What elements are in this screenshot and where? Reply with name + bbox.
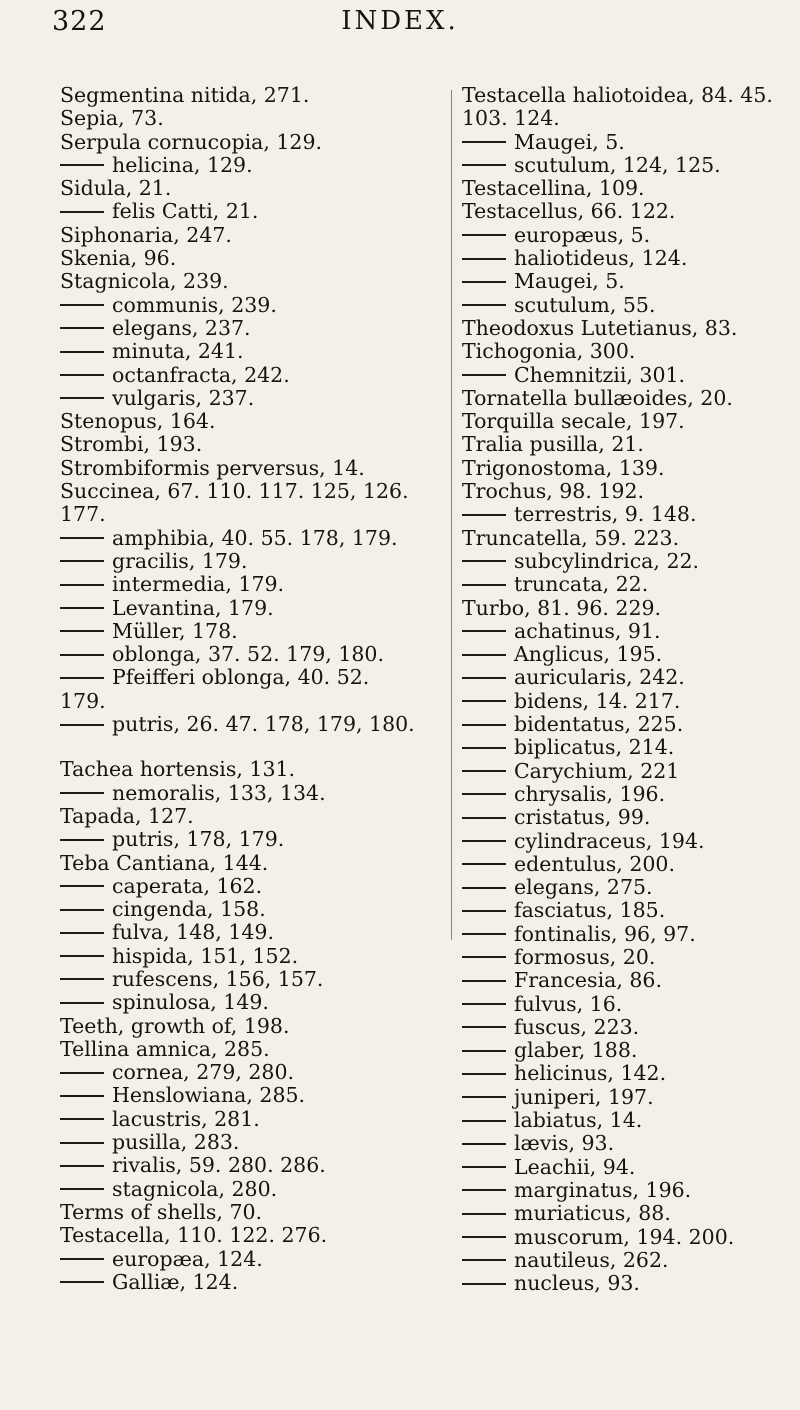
index-entry [462, 177, 798, 200]
index-entry-text: rivalis, 59. 280. 286. [112, 1153, 326, 1178]
index-entry-text: Terms of shells, 70. [60, 1199, 263, 1224]
ditto-dash [60, 211, 104, 213]
ditto-dash [462, 1073, 506, 1075]
index-subentry [462, 1179, 798, 1202]
ditto-dash [462, 933, 506, 935]
index-entry-text: Turbo, 81. 96. 229. [462, 595, 662, 620]
index-entry-text: Müller, 178. [112, 618, 238, 643]
ditto-dash [60, 978, 104, 980]
index-entry-text: pusilla, 283. [112, 1130, 240, 1155]
index-entry [60, 270, 430, 293]
index-entry [60, 177, 430, 200]
ditto-dash [60, 724, 104, 726]
index-entry-text: communis, 239. [112, 292, 277, 317]
index-subentry [462, 270, 798, 293]
index-subentry [60, 154, 430, 177]
index-entry-text: Anglicus, 195. [514, 642, 663, 667]
ditto-dash [60, 1142, 104, 1144]
ditto-dash [462, 1189, 506, 1191]
index-entry-text: Maugei, 5. [514, 269, 625, 294]
ditto-dash [462, 1026, 506, 1028]
column-divider [451, 90, 452, 940]
index-entry-text: helicinus, 142. [514, 1061, 667, 1086]
ditto-dash [60, 955, 104, 957]
index-entry-text: Sidula, 21. [60, 176, 172, 201]
index-entry-text: Siphonaria, 247. [60, 222, 232, 247]
index-entry-text: terrestris, 9. 148. [514, 502, 697, 527]
ditto-dash [60, 1118, 104, 1120]
index-subentry [462, 713, 798, 736]
index-entry [60, 247, 430, 270]
ditto-dash [60, 932, 104, 934]
index-subentry [60, 1108, 430, 1131]
index-entry-text: Testacella haliotoidea, 84. 45. [462, 83, 773, 107]
index-entry-text: Chemnitzii, 301. [514, 362, 686, 387]
index-entry-text: bidentatus, 225. [514, 712, 684, 737]
ditto-dash [462, 258, 506, 260]
index-entry-text: Teba Cantiana, 144. [60, 850, 269, 875]
ditto-dash [60, 560, 104, 562]
index-entry-text: amphibia, 40. 55. 178, 179. [112, 525, 398, 550]
index-subentry [462, 573, 798, 596]
index-entry-text: scutulum, 55. [514, 292, 656, 317]
index-entry-text: lacustris, 281. [112, 1106, 260, 1131]
index-subentry [60, 991, 430, 1014]
index-entry-text: truncata, 22. [514, 572, 649, 597]
index-entry [462, 387, 798, 410]
index-entry-text: fontinalis, 96, 97. [514, 921, 696, 946]
index-subentry [60, 1248, 430, 1271]
index-subentry [462, 783, 798, 806]
ditto-dash [462, 817, 506, 819]
ditto-dash [60, 351, 104, 353]
index-entry [60, 852, 430, 875]
index-entry-text: Skenia, 96. [60, 246, 177, 271]
ditto-dash [60, 1072, 104, 1074]
index-subentry [462, 969, 798, 992]
index-subentry [462, 247, 798, 270]
index-entry-text: Francesia, 86. [514, 968, 662, 993]
index-subentry [60, 317, 430, 340]
index-entry-text: Strombiformis perversus, 14. [60, 455, 365, 480]
ditto-dash [462, 630, 506, 632]
index-entry [60, 131, 430, 154]
ditto-dash [462, 887, 506, 889]
index-subentry [60, 643, 430, 666]
index-entry-text: Pfeifferi oblonga, 40. 52. [112, 665, 370, 690]
ditto-dash [60, 607, 104, 609]
index-entry-text: fasciatus, 185. [514, 898, 666, 923]
index-entry-text: putris, 178, 179. [112, 827, 285, 852]
index-entry-text: putris, 26. 47. 178, 179, 180. [112, 712, 415, 737]
ditto-dash [462, 910, 506, 912]
index-entry-text: nautileus, 262. [514, 1247, 669, 1272]
index-entry-text: Trochus, 98. 192. [462, 479, 645, 504]
index-subentry [60, 200, 430, 223]
index-entry [60, 84, 430, 107]
index-entry-text: muscorum, 194. 200. [514, 1224, 735, 1249]
index-subentry [462, 1249, 798, 1272]
index-subentry [462, 154, 798, 177]
ditto-dash [462, 560, 506, 562]
ditto-dash [462, 1143, 506, 1145]
index-entry-text: cristatus, 99. [514, 805, 651, 830]
index-entry-text: Theodoxus Lutetianus, 83. [462, 315, 738, 340]
index-entry [60, 410, 430, 433]
running-title: INDEX. [341, 6, 459, 36]
index-entry-text: Teeth, growth of, 198. [60, 1013, 290, 1038]
index-subentry [462, 1109, 798, 1132]
index-entry [60, 758, 430, 781]
index-entry [462, 480, 798, 503]
index-subentry [462, 923, 798, 946]
ditto-dash [462, 374, 506, 376]
index-entry-text: minuta, 241. [112, 339, 244, 364]
ditto-dash [462, 1259, 506, 1261]
ditto-dash [60, 1188, 104, 1190]
ditto-dash [462, 677, 506, 679]
index-entry-text: Truncatella, 59. 223. [462, 525, 680, 550]
index-entry [60, 224, 430, 247]
index-subentry [60, 1061, 430, 1084]
index-subentry [60, 573, 430, 596]
index-subentry [462, 946, 798, 969]
index-subentry [462, 643, 798, 666]
index-entry-text: Leachii, 94. [514, 1154, 636, 1179]
index-subentry [60, 1084, 430, 1107]
index-subentry [60, 364, 430, 387]
index-entry-text: gracilis, 179. [112, 548, 248, 573]
index-entry-text: 103. 124. [462, 106, 560, 131]
index-entry-text: fulva, 148, 149. [112, 920, 274, 945]
index-entry-text: scutulum, 124, 125. [514, 152, 721, 177]
index-subentry [462, 1062, 798, 1085]
index-subentry [462, 1272, 798, 1295]
index-subentry [60, 713, 430, 736]
index-entry-text: subcylindrica, 22. [514, 548, 700, 573]
ditto-dash [462, 793, 506, 795]
ditto-dash [462, 1120, 506, 1122]
index-entry-text: Tapada, 127. [60, 803, 194, 828]
ditto-dash [60, 164, 104, 166]
index-entry [60, 1015, 430, 1038]
index-subentry [462, 1226, 798, 1249]
index-entry-text: achatinus, 91. [514, 618, 661, 643]
index-entry-text: elegans, 237. [112, 315, 251, 340]
ditto-dash [60, 1095, 104, 1097]
index-entry-text: Stenopus, 164. [60, 409, 216, 434]
index-entry-text: Trigonostoma, 139. [462, 455, 665, 480]
ditto-dash [60, 584, 104, 586]
index-entry-text: cornea, 279, 280. [112, 1060, 295, 1085]
index-subentry [462, 1016, 798, 1039]
index-entry-text: Testacella, 110. 122. 276. [60, 1223, 328, 1248]
index-subentry [60, 550, 430, 573]
index-entry-text: spinulosa, 149. [112, 990, 269, 1015]
ditto-dash [60, 1165, 104, 1167]
index-entry-text: oblonga, 37. 52. 179, 180. [112, 642, 384, 667]
index-entry-text: Serpula cornucopia, 129. [60, 129, 323, 154]
index-entry [60, 1224, 430, 1247]
ditto-dash [60, 1258, 104, 1260]
index-subentry [462, 294, 798, 317]
index-entry-continuation [462, 107, 798, 130]
index-subentry [462, 666, 798, 689]
index-entry [60, 480, 430, 503]
ditto-dash [462, 514, 506, 516]
index-entry-continuation [60, 503, 430, 526]
index-subentry [462, 690, 798, 713]
index-subentry [462, 620, 798, 643]
ditto-dash [60, 1002, 104, 1004]
index-entry [60, 433, 430, 456]
index-subentry [60, 597, 430, 620]
index-entry-text: Tralia pusilla, 21. [462, 432, 644, 457]
ditto-dash [462, 724, 506, 726]
index-entry-text: stagnicola, 280. [112, 1176, 278, 1201]
index-subentry [60, 294, 430, 317]
index-entry-text: lævis, 93. [514, 1131, 615, 1156]
index-entry-text: vulgaris, 237. [112, 385, 255, 410]
ditto-dash [462, 956, 506, 958]
index-subentry [60, 387, 430, 410]
ditto-dash [462, 1096, 506, 1098]
index-subentry [60, 968, 430, 991]
index-subentry [60, 921, 430, 944]
index-entry-text: europæus, 5. [514, 222, 651, 247]
ditto-dash [462, 234, 506, 236]
index-subentry [462, 550, 798, 573]
index-subentry [60, 875, 430, 898]
index-subentry [462, 899, 798, 922]
ditto-dash [462, 747, 506, 749]
index-column-left [60, 84, 430, 1294]
index-entry-text: Tornatella bullæoides, 20. [462, 385, 733, 410]
ditto-dash [462, 304, 506, 306]
index-subentry [60, 1131, 430, 1154]
index-entry-text: elegans, 275. [514, 875, 653, 900]
index-entry-text: Tichogonia, 300. [462, 339, 636, 364]
index-entry-text: Levantina, 179. [112, 595, 274, 620]
index-entry-text: octanfracta, 242. [112, 362, 290, 387]
index-subentry [60, 782, 430, 805]
index-entry-text: Strombi, 193. [60, 432, 203, 457]
ditto-dash [60, 374, 104, 376]
index-entry-text: Maugei, 5. [514, 129, 625, 154]
index-subentry [60, 1178, 430, 1201]
index-entry [462, 527, 798, 550]
index-entry-text: biplicatus, 214. [514, 735, 675, 760]
ditto-dash [462, 840, 506, 842]
ditto-dash [60, 909, 104, 911]
index-entry-text: fuscus, 223. [514, 1014, 640, 1039]
index-subentry [462, 364, 798, 387]
ditto-dash [60, 327, 104, 329]
index-entry-text: auricularis, 242. [514, 665, 685, 690]
index-entry-text: marginatus, 196. [514, 1177, 692, 1202]
index-subentry [60, 620, 430, 643]
index-subentry [462, 1132, 798, 1155]
index-entry-text: cingenda, 158. [112, 897, 266, 922]
ditto-dash [462, 141, 506, 143]
index-entry-text: juniperi, 197. [514, 1084, 654, 1109]
index-entry [60, 805, 430, 828]
index-entry-text: 177. [60, 502, 106, 527]
ditto-dash [60, 677, 104, 679]
index-entry-text: glaber, 188. [514, 1038, 638, 1063]
ditto-dash [462, 863, 506, 865]
index-entry-text: chrysalis, 196. [514, 781, 666, 806]
index-entry-text: Henslowiana, 285. [112, 1083, 306, 1108]
index-entry-text: rufescens, 156, 157. [112, 966, 324, 991]
index-entry [462, 317, 798, 340]
index-entry [60, 457, 430, 480]
ditto-dash [462, 700, 506, 702]
index-entry-text: cylindraceus, 194. [514, 828, 705, 853]
section-gap [60, 736, 430, 758]
ditto-dash [60, 885, 104, 887]
index-entry-text: Stagnicola, 239. [60, 269, 229, 294]
ditto-dash [462, 1283, 506, 1285]
ditto-dash [462, 654, 506, 656]
ditto-dash [462, 1050, 506, 1052]
index-entry-text: nemoralis, 133, 134. [112, 780, 326, 805]
index-entry-text: 179. [60, 688, 106, 713]
index-entry-text: Torquilla secale, 197. [462, 409, 685, 434]
index-entry-text: fulvus, 16. [514, 991, 623, 1016]
index-subentry [60, 1271, 430, 1294]
index-subentry [60, 340, 430, 363]
index-subentry [462, 760, 798, 783]
index-entry [462, 340, 798, 363]
ditto-dash [60, 630, 104, 632]
index-entry-text: helicina, 129. [112, 152, 253, 177]
ditto-dash [462, 584, 506, 586]
index-entry-text: bidens, 14. 217. [514, 688, 681, 713]
ditto-dash [462, 980, 506, 982]
index-subentry [462, 1202, 798, 1225]
index-subentry [60, 1154, 430, 1177]
ditto-dash [60, 304, 104, 306]
ditto-dash [60, 397, 104, 399]
ditto-dash [462, 164, 506, 166]
index-entry-text: Testacellus, 66. 122. [462, 199, 676, 224]
index-entry-text: felis Catti, 21. [112, 199, 259, 224]
index-subentry [462, 1039, 798, 1062]
index-subentry [462, 1156, 798, 1179]
ditto-dash [462, 770, 506, 772]
ditto-dash [462, 1003, 506, 1005]
index-subentry [462, 131, 798, 154]
index-entry-text: Carychium, 221 [514, 758, 680, 783]
index-entry-text: Segmentina nitida, 271. [60, 83, 310, 107]
index-entry-continuation [60, 690, 430, 713]
ditto-dash [462, 1213, 506, 1215]
index-entry-text: formosus, 20. [514, 944, 656, 969]
index-subentry [60, 666, 430, 689]
page-number: 322 [52, 6, 107, 37]
index-subentry [462, 1086, 798, 1109]
index-entry [462, 433, 798, 456]
index-entry [462, 597, 798, 620]
index-subentry [462, 503, 798, 526]
index-entry-text: hispida, 151, 152. [112, 943, 299, 968]
ditto-dash [60, 537, 104, 539]
index-subentry [462, 853, 798, 876]
ditto-dash [462, 1166, 506, 1168]
index-subentry [462, 876, 798, 899]
index-entry-text: Tachea hortensis, 131. [60, 757, 296, 782]
index-subentry [60, 945, 430, 968]
index-entry-text: labiatus, 14. [514, 1108, 643, 1133]
index-entry [462, 457, 798, 480]
index-entry-text: europæa, 124. [112, 1246, 263, 1271]
ditto-dash [60, 1281, 104, 1283]
index-entry-text: Tellina amnica, 285. [60, 1036, 270, 1061]
index-entry-text: edentulus, 200. [514, 851, 675, 876]
index-subentry [60, 898, 430, 921]
index-entry [462, 84, 798, 107]
ditto-dash [60, 839, 104, 841]
index-subentry [462, 736, 798, 759]
index-entry [462, 410, 798, 433]
index-entry-text: intermedia, 179. [112, 572, 285, 597]
index-entry [60, 107, 430, 130]
index-entry [462, 200, 798, 223]
index-entry [60, 1201, 430, 1224]
index-entry-text: caperata, 162. [112, 873, 263, 898]
index-entry-text: Galliæ, 124. [112, 1269, 239, 1294]
index-entry-text: Sepia, 73. [60, 106, 164, 131]
ditto-dash [462, 281, 506, 283]
index-entry-text: haliotideus, 124. [514, 246, 688, 271]
index-subentry [462, 993, 798, 1016]
index-entry-text: Succinea, 67. 110. 117. 125, 126. [60, 479, 409, 504]
index-subentry [462, 806, 798, 829]
index-entry-text: muriaticus, 88. [514, 1201, 671, 1226]
index-subentry [60, 527, 430, 550]
index-column-right [462, 84, 798, 1295]
index-entry [60, 1038, 430, 1061]
index-subentry [60, 828, 430, 851]
index-subentry [462, 830, 798, 853]
ditto-dash [60, 654, 104, 656]
index-entry-text: nucleus, 93. [514, 1271, 640, 1296]
index-subentry [462, 224, 798, 247]
ditto-dash [462, 1236, 506, 1238]
index-entry-text: Testacellina, 109. [462, 176, 645, 201]
ditto-dash [60, 792, 104, 794]
